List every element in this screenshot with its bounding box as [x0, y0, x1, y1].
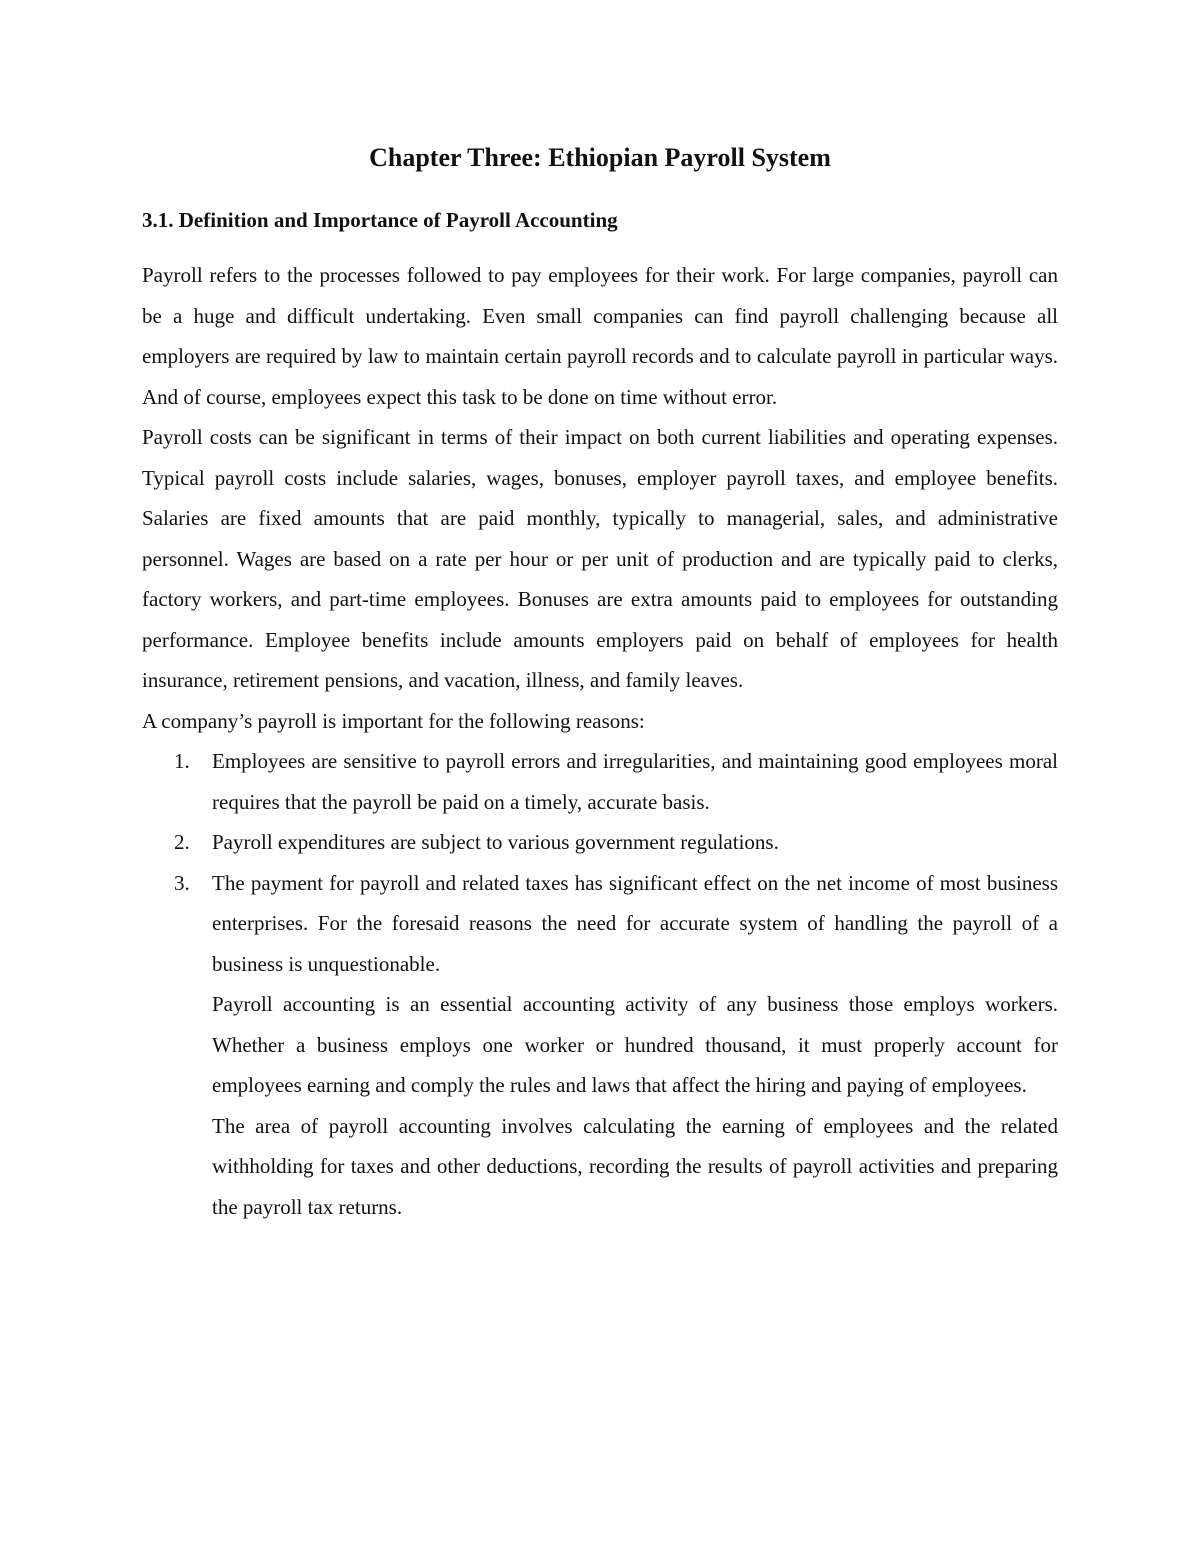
paragraph-payroll-definition: Payroll refers to the processes followed to pay employees for their work. For large companies, payroll can be a huge and difficult undertaking. Even small companies can find payroll challenging because all employers are required by law to maintain certain payroll records and to calculate payroll in particular ways. And of course, employees expect this task to be done on time without error. [142, 263, 1058, 409]
paragraph-payroll-accounting-essential: Payroll accounting is an essential accounting activity of any business those employs workers. Whether a business employs one worker or hundred thousand, it must properly account for employees earning and comply the rules and laws that affect the hiring and paying of employees. [212, 992, 1058, 1097]
paragraph-payroll-costs: Payroll costs can be significant in terms of their impact on both current liabilities and operating expenses. Typical payroll costs include salaries, wages, bonuses, employer payroll taxes, and employee benefits. Salaries are fixed amounts that are paid monthly, typically to managerial, sales, and administrative personnel. Wages are based on a rate per hour or per unit of production and are typically paid to clerks, factory workers, and part-time employees. Bonuses are extra amounts paid to employees for outstanding performance. Employee benefits include amounts employers paid on behalf of employees for health insurance, retirement pensions, and vacation, illness, and family leaves. [142, 425, 1058, 692]
list-item-number: 2. [174, 830, 190, 854]
list-intro: A company’s payroll is important for the following reasons: [142, 708, 645, 733]
section-heading: 3.1. Definition and Importance of Payroll Accounting [142, 208, 618, 232]
document-body [142, 255, 1058, 1227]
reasons-list [142, 741, 1058, 984]
list-item-text: Employees are sensitive to payroll errors and irregularities, and maintaining good employees moral requires that the payroll be paid on a timely, accurate basis. [212, 749, 1058, 814]
paragraph-payroll-accounting-area: The area of payroll accounting involves calculating the earning of employees and the related withholding for taxes and other deductions, recording the results of payroll activities and preparing the payroll tax returns. [212, 1113, 1058, 1219]
list-item [142, 863, 1058, 985]
list-item-text: The payment for payroll and related taxes has significant effect on the net income of most business enterprises. For the foresaid reasons the need for accurate system of handling the payroll of a business is unquestionable. [212, 870, 1058, 976]
list-item [142, 822, 1058, 863]
chapter-title: Chapter Three: Ethiopian Payroll System [369, 143, 831, 172]
list-item-text: Payroll expenditures are subject to various government regulations. [212, 830, 779, 854]
list-item [142, 741, 1058, 822]
list-item-number: 3. [174, 870, 190, 895]
list-item-number: 1. [174, 749, 190, 773]
